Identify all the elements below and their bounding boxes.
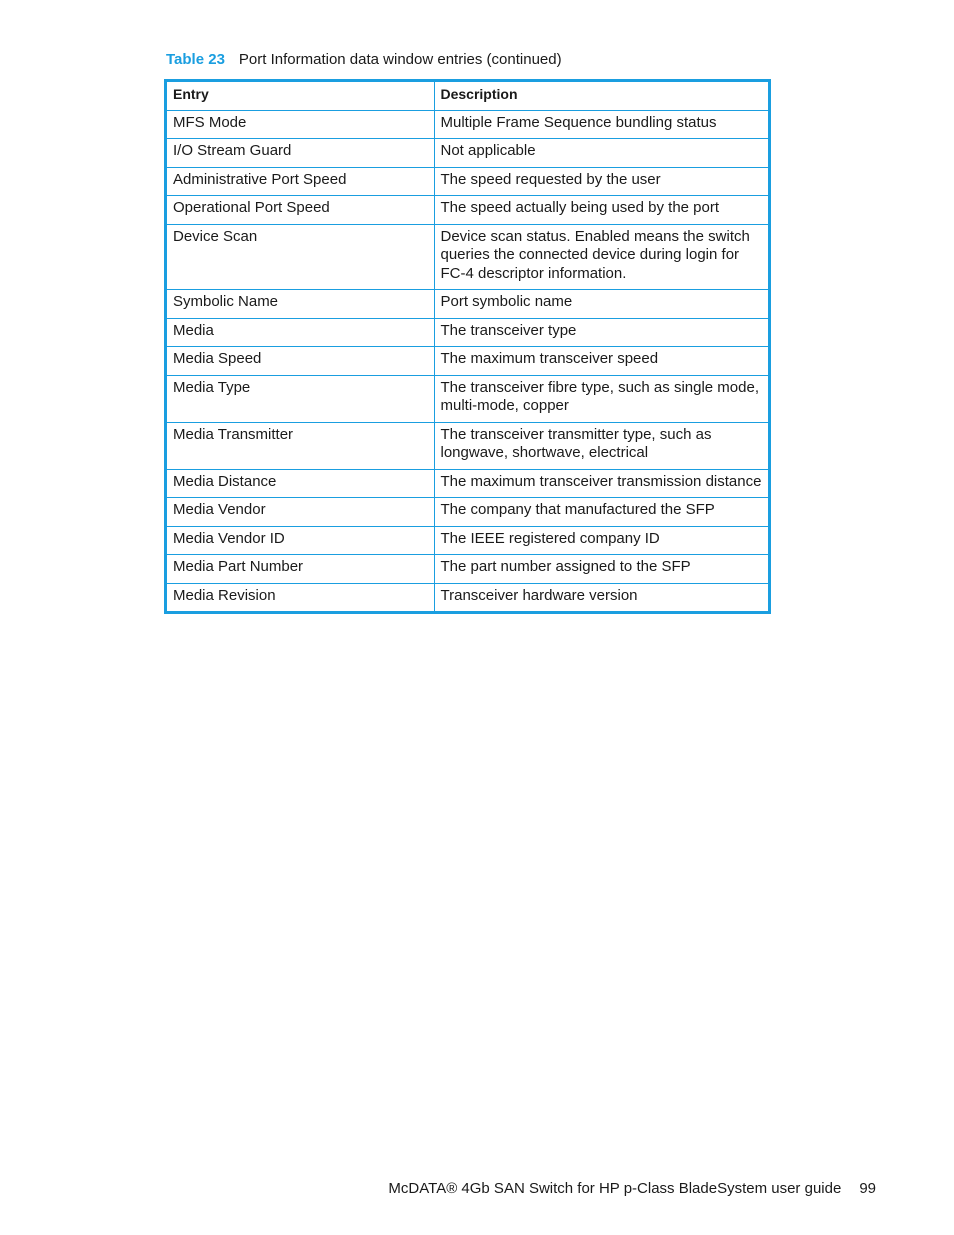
description-cell: Port symbolic name (434, 290, 768, 319)
description-cell: The part number assigned to the SFP (434, 555, 768, 584)
table-row (167, 139, 768, 168)
table-row (167, 347, 768, 376)
description-cell: The company that manufactured the SFP (434, 498, 768, 527)
description-cell: The speed requested by the user (434, 167, 768, 196)
table-row (167, 469, 768, 498)
table-row (167, 375, 768, 422)
table-header-row (167, 82, 768, 110)
entry-cell: Media (167, 318, 434, 347)
document-title: McDATA® 4Gb SAN Switch for HP p-Class BladeSystem user guide (388, 1180, 842, 1197)
entry-cell: Operational Port Speed (167, 196, 434, 225)
entry-cell: Media Speed (167, 347, 434, 376)
description-cell: The IEEE registered company ID (434, 526, 768, 555)
table-row (167, 583, 768, 611)
entry-cell: MFS Mode (167, 110, 434, 139)
data-table (167, 82, 768, 611)
entry-cell: Media Vendor (167, 498, 434, 527)
entry-cell: I/O Stream Guard (167, 139, 434, 168)
description-cell: Transceiver hardware version (440, 586, 638, 604)
table-row (167, 555, 768, 584)
description-cell: The transceiver transmitter type, such as longwave, shortwave, electrical (434, 422, 768, 469)
table-row (167, 167, 768, 196)
column-header-description: Description (434, 82, 768, 110)
description-cell: Multiple Frame Sequence bundling status (434, 110, 768, 139)
entry-cell: Device Scan (167, 224, 434, 290)
entry-cell: Media Transmitter (167, 422, 434, 469)
table-row (167, 290, 768, 319)
table-row (167, 498, 768, 527)
port-information-table (164, 79, 771, 614)
description-cell: Not applicable (434, 139, 768, 168)
description-cell: Device scan status. Enabled means the switch queries the connected device during login for FC-4 descriptor information. (434, 224, 768, 290)
entry-cell: Media Vendor ID (167, 526, 434, 555)
description-cell: The transceiver type (434, 318, 768, 347)
table-row (167, 422, 768, 469)
description-cell: The maximum transceiver transmission distance (434, 469, 768, 498)
entry-cell: Media Revision (167, 583, 434, 611)
page-number: 99 (859, 1180, 876, 1197)
table-caption (166, 50, 562, 70)
entry-cell: Media Type (167, 375, 434, 422)
table-row (167, 318, 768, 347)
description-cell: The transceiver fibre type, such as single mode, multi-mode, copper (434, 375, 768, 422)
entry-cell: Media Distance (167, 469, 434, 498)
column-header-entry: Entry (167, 82, 434, 110)
table-row (167, 224, 768, 290)
description-cell: The speed actually being used by the port (434, 196, 768, 225)
table-title: Port Information data window entries (continued) (238, 51, 562, 68)
table-row (167, 526, 768, 555)
entry-cell: Symbolic Name (167, 290, 434, 319)
table-row (167, 110, 768, 139)
page-footer (388, 1179, 876, 1199)
table-number: Table 23 (166, 51, 225, 68)
entry-cell: Administrative Port Speed (167, 167, 434, 196)
entry-cell: Media Part Number (167, 555, 434, 584)
table-row (167, 196, 768, 225)
description-cell: The maximum transceiver speed (434, 347, 768, 376)
